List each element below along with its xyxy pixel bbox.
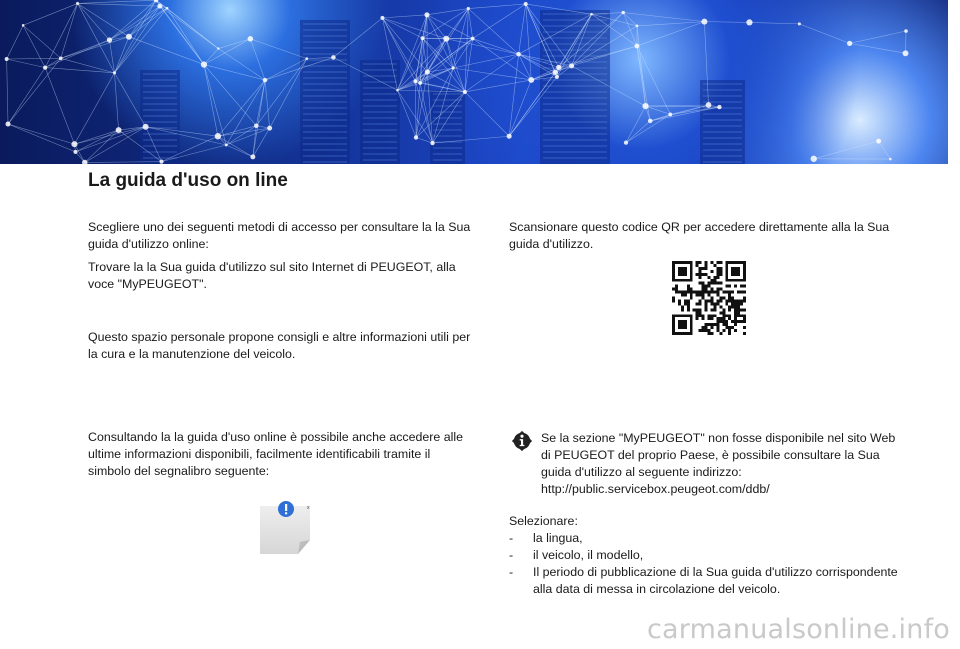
header-image — [0, 0, 948, 164]
qr-text: Scansionare questo codice QR per accedere direttamente alla la Sua guida d'utilizzo. — [509, 220, 890, 251]
select-title: Selezionare: — [509, 514, 578, 528]
list-item: - il veicolo, il modello, — [509, 548, 644, 562]
watermark: carmanualsonline.info — [647, 614, 950, 645]
bookmark-icon — [258, 500, 314, 556]
list-item: - la lingua, — [509, 531, 583, 545]
website-text: Trovare la la Sua guida d'utilizzo sul sito Internet di PEUGEOT, alla voce "MyPEUGEOT". — [88, 260, 456, 291]
bookmark-text: Consultando la la guida d'uso online è possibile anche accedere alle ultime informazioni disponibili, facilmente identificabili tramite il simbolo del segnalibro seguente: — [88, 430, 464, 478]
page-title: La guida d'uso on line — [88, 170, 288, 191]
personal-space-text: Questo spazio personale propone consigli e altre informazioni utili per la cura e la manutenzione del veicolo. — [88, 330, 471, 361]
info-note-text — [541, 430, 906, 498]
intro-text: Scegliere uno dei seguenti metodi di accesso per consultare la la Sua guida d'utilizzo online: — [88, 220, 471, 251]
info-icon — [511, 430, 533, 452]
list-item: - Il periodo di pubblicazione di la Sua guida d'utilizzo corrispondente alla data di messa in circolazione del veicolo. — [509, 565, 898, 596]
select-list — [509, 513, 909, 598]
network-graphic — [0, 0, 948, 164]
svg-text:x: x — [307, 505, 310, 511]
qr-code[interactable] — [672, 261, 746, 335]
info-note: Se la sezione "MyPEUGEOT" non fosse disponibile nel sito Web di PEUGEOT del proprio Paese, è possibile consultare la Sua guida d'utilizzo al seguente indirizzo: — [541, 431, 896, 479]
info-url[interactable]: http://public.servicebox.peugeot.com/ddb/ — [541, 482, 770, 496]
